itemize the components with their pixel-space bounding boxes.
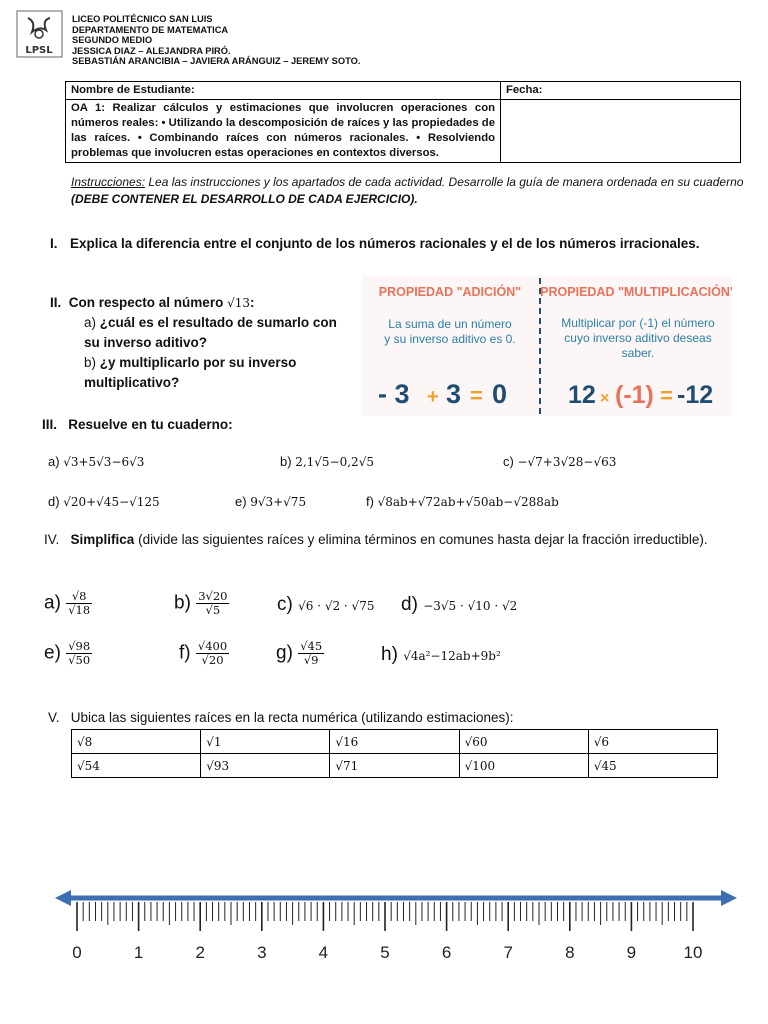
oa-label: OA 1: [71, 102, 106, 114]
denominator: √5 [205, 603, 221, 617]
mul-desc-3: saber. [621, 346, 655, 360]
exercise-4d [401, 594, 517, 616]
question-number: II. [50, 295, 62, 310]
instructions-text: Lea las instrucciones y los apartados de cada actividad. Desarrolle la guía de manera ordenada en su cuaderno [145, 175, 744, 189]
properties-graphic [362, 276, 732, 416]
exercise-expr: √4a²−12ab+9b² [403, 649, 501, 663]
exercise-label: c) [277, 594, 293, 615]
add-desc-2: y su inverso aditivo es 0. [384, 332, 516, 346]
table-row [72, 730, 718, 754]
exercise-4g [276, 640, 324, 667]
exercise-expr: √8ab+√72ab+√50ab−√288ab [377, 495, 559, 509]
question-title: Con respecto al número [68, 295, 224, 310]
table-cell: √54 [72, 754, 201, 778]
header-line: SEGUNDO MEDIO [72, 35, 153, 46]
sub-question-b: ¿y multiplicarlo por su inverso multiplicativo? [84, 355, 297, 390]
table-cell: √60 [459, 730, 588, 754]
denominator: √18 [68, 603, 91, 617]
numerator: √400 [197, 639, 228, 653]
table-cell: √6 [588, 730, 717, 754]
question-1 [50, 234, 733, 254]
sub-label-a: a) [84, 315, 97, 330]
instructions-bold: (DEBE CONTENER EL DESARROLLO DE CADA EJERCICIO). [71, 192, 418, 206]
date-label: Fecha: [506, 84, 543, 96]
exercise-4h [381, 644, 501, 666]
roots-table [71, 729, 718, 778]
add-example [378, 379, 507, 409]
exercise-expr: 9√3+√75 [250, 495, 307, 509]
properties-illustration [362, 276, 732, 416]
tick-label: 10 [683, 943, 703, 962]
header-line: LICEO POLITÉCNICO SAN LUIS [72, 14, 213, 24]
exercise-label: h) [381, 644, 398, 665]
add-example-term: - 3 [378, 379, 410, 409]
table-cell: √71 [330, 754, 459, 778]
exercise-3f [366, 494, 559, 509]
mul-desc-1: Multiplicar por (-1) el número [561, 316, 715, 330]
denominator: √50 [68, 653, 91, 667]
mul-example-result: -12 [677, 381, 714, 409]
numerator: √98 [68, 639, 91, 653]
left-arrow-icon [55, 890, 71, 906]
oa-text: Realizar cálculos y estimaciones que involucren operaciones con números reales: • Utilizando la descomposición de raíces y las propiedades de las raíces. • Combinando raíces con números racionales. • Resolviendo problemas que involucren estas operaciones en contextos diversos. [71, 102, 496, 159]
mul-example-term: (-1) [615, 381, 654, 409]
add-title: PROPIEDAD "ADICIÓN" [378, 285, 522, 299]
exercise-expr: 2,1√5−0,2√5 [295, 455, 374, 469]
student-info-table [65, 81, 741, 163]
exercise-label: d) [401, 594, 418, 615]
add-example-term: 3 [446, 379, 462, 409]
table-row [72, 754, 718, 778]
exercise-4b [174, 590, 229, 617]
table-cell: √100 [459, 754, 588, 778]
school-logo [16, 10, 63, 58]
tick-label: 9 [626, 943, 637, 962]
tick-label: 5 [380, 943, 390, 962]
exercise-4f [179, 640, 229, 667]
question-number: IV. [44, 532, 60, 547]
exercise-label: f) [179, 642, 191, 664]
blank-cell [501, 100, 741, 163]
header-line: JESSICA DIAZ – ALEJANDRA PIRÓ. [72, 45, 231, 56]
sqrt-13: √13 [227, 296, 251, 310]
exercise-3d [48, 494, 160, 509]
numerator: √8 [66, 590, 92, 604]
add-desc-1: La suma de un número [388, 317, 512, 331]
question-number: III. [42, 417, 58, 432]
instructions [71, 174, 751, 208]
question-5 [48, 708, 514, 728]
question-2 [50, 293, 350, 393]
exercise-expr: −√7+3√28−√63 [517, 455, 617, 469]
right-arrow-icon [721, 890, 737, 906]
fraction [66, 640, 92, 667]
header-line: DEPARTAMENTO DE MATEMATICA [72, 24, 229, 35]
tick-label: 2 [195, 943, 205, 962]
mul-example [568, 381, 713, 409]
tick-label: 3 [257, 943, 267, 962]
student-name-label: Nombre de Estudiante: [71, 84, 195, 96]
mul-title: PROPIEDAD "MULTIPLICACIÓN" [540, 285, 732, 299]
exercise-label: b) [280, 454, 292, 469]
exercise-3c [503, 454, 616, 469]
exercise-3e [235, 494, 306, 509]
tick-label: 4 [318, 943, 329, 962]
exercise-3a [48, 454, 144, 469]
exercise-label: d) [48, 494, 60, 509]
instructions-label: Instrucciones: [71, 175, 146, 189]
table-cell: √45 [588, 754, 717, 778]
tick-label: 0 [72, 943, 82, 962]
sub-label-b: b) [84, 355, 97, 370]
exercise-label: g) [276, 642, 293, 664]
exercise-expr: −3√5 · √10 · √2 [423, 599, 518, 613]
exercise-3b [280, 454, 374, 469]
exercise-expr: √3+5√3−6√3 [63, 455, 145, 469]
add-example-op: + [427, 386, 439, 408]
number-line [55, 885, 745, 965]
fraction [298, 640, 324, 667]
exercise-expr: √6 · √2 · √75 [298, 599, 375, 613]
student-name-field[interactable] [66, 82, 501, 100]
tick-label: 6 [441, 943, 452, 962]
question-number: V. [48, 710, 60, 725]
add-example-result: 0 [492, 379, 508, 409]
denominator: √20 [201, 653, 224, 667]
fraction [66, 590, 92, 617]
add-example-eq: = [470, 383, 483, 408]
table-cell: √8 [72, 730, 201, 754]
mul-desc-2: cuyo inverso aditivo deseas [564, 331, 712, 345]
tick-labels [72, 943, 702, 962]
exercise-label: a) [48, 454, 60, 469]
numerator: √45 [300, 639, 323, 653]
question-text: Ubica las siguientes raíces en la recta numérica (utilizando estimaciones): [70, 710, 514, 725]
exercise-label: f) [366, 494, 374, 509]
header-line: SEBASTIÁN ARANCIBIA – JAVIERA ARÁNGUIZ – JEREMY SOTO. [72, 56, 361, 67]
exercise-4a [44, 590, 92, 617]
question-title: Resuelve en tu cuaderno: [68, 417, 233, 432]
school-header [72, 14, 360, 67]
fraction [196, 640, 229, 667]
question-title: Simplifica [70, 532, 135, 547]
denominator: √9 [303, 653, 319, 667]
exercise-label: a) [44, 592, 61, 614]
exercise-label: e) [44, 642, 61, 664]
date-field[interactable] [501, 82, 741, 100]
question-3-title [42, 415, 233, 435]
question-number: I. [50, 236, 58, 251]
colon: : [250, 295, 255, 310]
table-cell: √16 [330, 730, 459, 754]
exercise-label: e) [235, 494, 247, 509]
question-4 [44, 530, 734, 550]
mul-example-term: 12 [568, 381, 596, 409]
numerator: 3√20 [198, 589, 228, 603]
mul-example-eq: = [660, 383, 673, 408]
table-cell: √1 [201, 730, 330, 754]
question-text: (divide las siguientes raíces y elimina términos en comunes hasta dejar la fracción irreductible). [134, 532, 708, 547]
tick-label: 7 [503, 943, 513, 962]
exercise-label: c) [503, 454, 514, 469]
learning-objective [66, 100, 501, 163]
table-cell: √93 [201, 754, 330, 778]
logo-text: LPSL [25, 45, 53, 56]
tick-label: 8 [565, 943, 575, 962]
exercise-label: b) [174, 592, 191, 614]
mul-example-op: × [600, 390, 610, 407]
fraction [196, 590, 229, 617]
exercise-expr: √20+√45−√125 [63, 495, 160, 509]
question-text: Explica la diferencia entre el conjunto de los números racionales y el de los números irracionales. [70, 236, 700, 251]
exercise-4e [44, 640, 92, 667]
tick-label: 1 [133, 943, 144, 962]
sub-question-a: ¿cuál es el resultado de sumarlo con su inverso aditivo? [84, 315, 337, 350]
exercise-4c [277, 594, 374, 616]
tick-marks [77, 902, 693, 931]
